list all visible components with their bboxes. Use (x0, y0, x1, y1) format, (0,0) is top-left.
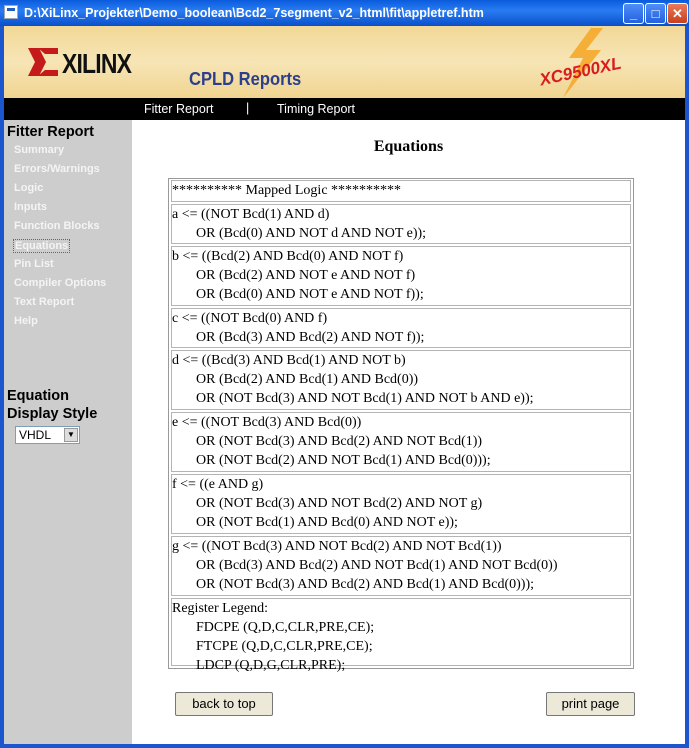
close-button[interactable]: ✕ (667, 3, 688, 24)
equation-line: b <= ((Bcd(2) AND Bcd(0) AND NOT f) (172, 249, 404, 264)
equation-line: OR (Bcd(3) AND Bcd(2) AND NOT f)); (196, 330, 425, 345)
table-row (171, 246, 631, 306)
table-row (171, 536, 631, 596)
equation-line: OR (NOT Bcd(1) AND Bcd(0) AND NOT e)); (196, 515, 458, 530)
equation-line: OR (NOT Bcd(3) AND Bcd(2) AND NOT Bcd(1)) (196, 434, 483, 449)
xilinx-logo-icon (26, 46, 60, 78)
table-row (171, 350, 631, 410)
equation-line: g <= ((NOT Bcd(3) AND NOT Bcd(2) AND NOT Bcd(1)) (172, 539, 502, 554)
display-style-value: VHDL (19, 428, 52, 442)
document-icon (4, 5, 18, 19)
top-nav (4, 98, 685, 120)
table-row (171, 180, 631, 202)
table-row (171, 474, 631, 534)
table-row (171, 308, 631, 348)
nav-fitter-report-link[interactable]: Fitter Report (144, 102, 214, 116)
report-banner (4, 26, 685, 98)
equation-line: f <= ((e AND g) (172, 477, 264, 492)
sidebar-item-inputs[interactable]: Inputs (14, 201, 47, 213)
legend-line: FTCPE (Q,D,C,CLR,PRE,CE); (196, 639, 373, 654)
display-style-select[interactable] (15, 426, 80, 444)
sidebar (4, 120, 132, 744)
browser-frame (0, 26, 689, 748)
window-titlebar (0, 0, 689, 26)
banner-title: CPLD Reports (189, 69, 302, 89)
page-title: Equations (373, 138, 444, 155)
table-row (171, 412, 631, 472)
equation-line: OR (Bcd(2) AND Bcd(1) AND Bcd(0)) (196, 372, 419, 387)
minimize-button[interactable]: _ (623, 3, 644, 24)
equation-line: OR (Bcd(0) AND NOT e AND NOT f)); (196, 287, 424, 302)
legend-line: FDCPE (Q,D,C,CLR,PRE,CE); (196, 620, 375, 635)
table-row (171, 598, 631, 673)
equation-line: c <= ((NOT Bcd(0) AND f) (172, 311, 328, 326)
display-style-heading (7, 387, 97, 423)
equation-line: OR (NOT Bcd(3) AND Bcd(2) AND Bcd(1) AND Bcd(0))); (196, 577, 535, 592)
sidebar-item-compiler-options[interactable]: Compiler Options (14, 277, 107, 289)
sidebar-item-equations[interactable]: Equations (15, 240, 69, 252)
equations-table (168, 178, 634, 673)
equation-line: OR (NOT Bcd(2) AND NOT Bcd(1) AND Bcd(0))); (196, 453, 491, 468)
nav-separator: | (246, 101, 250, 115)
equation-line: OR (Bcd(2) AND NOT e AND NOT f) (196, 268, 416, 283)
sidebar-item-logic[interactable]: Logic (14, 182, 44, 194)
main-content (132, 120, 685, 744)
brand-name: XILINX (62, 48, 132, 79)
legend-line: LDCP (Q,D,G,CLR,PRE); (196, 658, 346, 673)
equation-line: OR (Bcd(3) AND Bcd(2) AND NOT Bcd(1) AND NOT Bcd(0)) (196, 558, 558, 573)
print-page-button[interactable]: print page (546, 692, 635, 716)
equation-line: OR (Bcd(0) AND NOT d AND NOT e)); (196, 226, 427, 241)
sidebar-heading: Fitter Report (7, 124, 94, 140)
chevron-down-icon[interactable]: ▼ (64, 428, 78, 442)
sidebar-item-help[interactable]: Help (14, 315, 38, 327)
equation-line: a <= ((NOT Bcd(1) AND d) (172, 207, 330, 222)
equation-line: e <= ((NOT Bcd(3) AND Bcd(0)) (172, 415, 362, 430)
sidebar-item-pin-list[interactable]: Pin List (14, 258, 54, 270)
back-to-top-button[interactable]: back to top (175, 692, 273, 716)
table-row (171, 204, 631, 244)
device-name: XC9500XL (537, 53, 624, 90)
equation-line: OR (NOT Bcd(3) AND NOT Bcd(2) AND NOT g) (196, 496, 483, 511)
equation-line: OR (NOT Bcd(3) AND NOT Bcd(1) AND NOT b AND e)); (196, 391, 534, 406)
nav-timing-report-link[interactable]: Timing Report (277, 102, 356, 116)
mapped-logic-header: ********** Mapped Logic ********** (172, 183, 402, 198)
sidebar-item-summary[interactable]: Summary (14, 144, 65, 156)
display-style-heading-line2: Display Style (7, 406, 98, 422)
sidebar-item-function-blocks[interactable]: Function Blocks (14, 220, 100, 232)
equation-line: d <= ((Bcd(3) AND Bcd(1) AND NOT b) (172, 353, 406, 368)
maximize-button[interactable]: □ (645, 3, 666, 24)
display-style-heading-line1: Equation (7, 388, 70, 404)
sidebar-item-errors-warnings[interactable]: Errors/Warnings (14, 163, 100, 175)
sidebar-item-text-report[interactable]: Text Report (14, 296, 75, 308)
window-title: D:\XiLinx_Projekter\Demo_boolean\Bcd2_7segment_v2_html\fit\appletref.htm (24, 6, 484, 20)
register-legend-heading: Register Legend: (172, 601, 269, 616)
